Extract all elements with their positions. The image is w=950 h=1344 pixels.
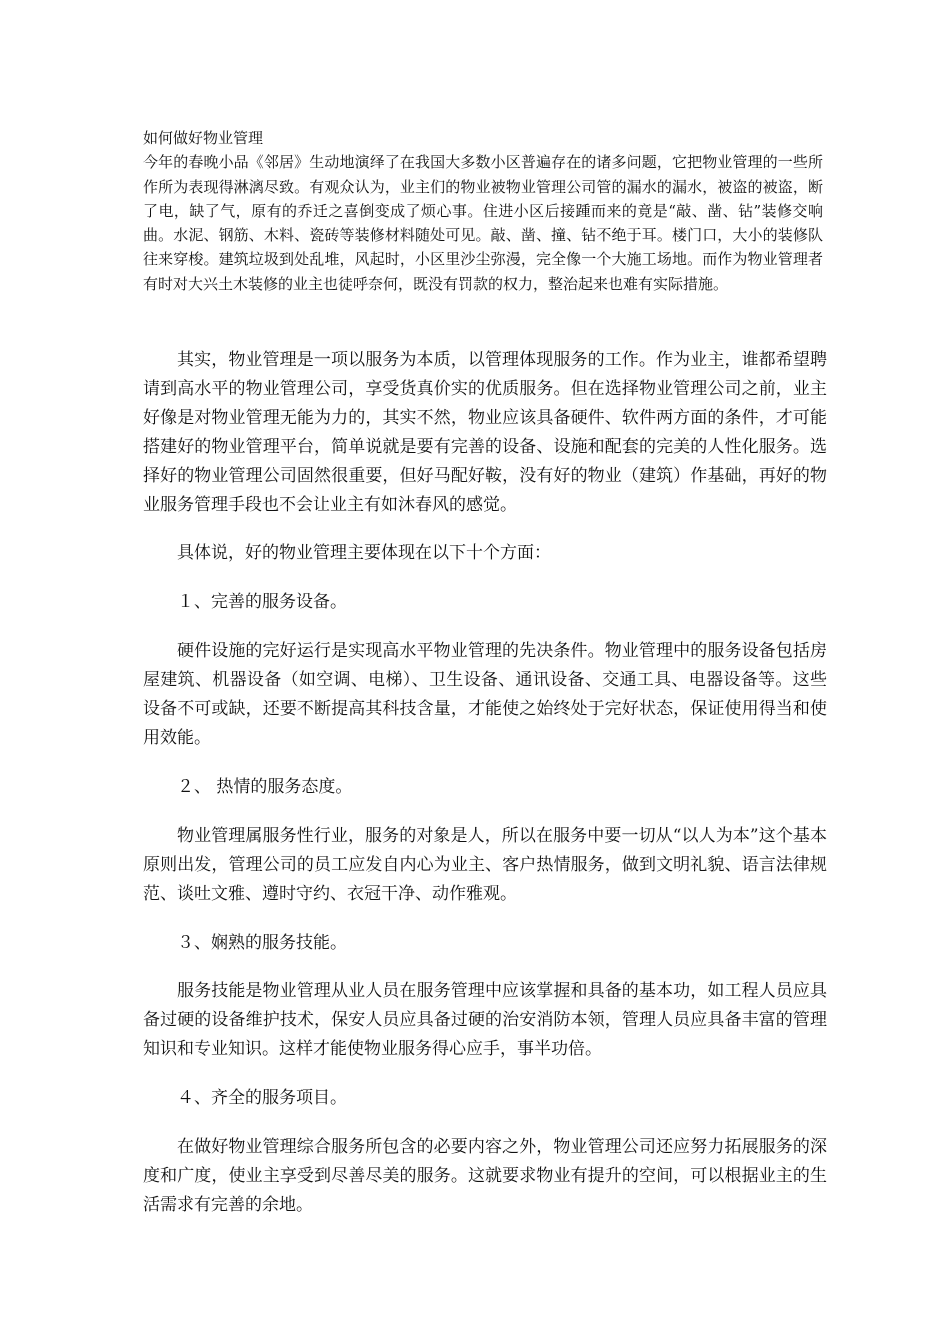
heading-service-skills: ３、娴熟的服务技能。: [177, 932, 347, 953]
heading-service-items: ４、齐全的服务项目。: [177, 1088, 347, 1109]
paragraph-service-items: 在做好物业管理综合服务所包含的必要内容之外，物业管理公司还应努力拓展服务的深度和广度，使业主享受到尽善尽美的服务。这就要求物业有提升的空间，可以根据业主的生活需求有完善的余地。: [143, 1137, 827, 1215]
paragraph-service-attitude: 物业管理属服务性行业，服务的对象是人，所以在服务中要一切从“以人为本”这个基本原则出发，管理公司的员工应发自内心为业主、客户热情服务，做到文明礼貌、语言法律规范、谈吐文雅、遵时守约、衣冠干净、动作雅观。: [143, 825, 827, 904]
paragraph-service-equipment: 硬件设施的完好运行是实现高水平物业管理的先决条件。物业管理中的服务设备包括房屋建筑、机器设备（如空调、电梯）、卫生设备、通讯设备、交通工具、电器设备等。这些设备不可或缺，还要不断提高其科技含量，才能使之始终处于完好状态，保证使用得当和使用效能。: [143, 641, 827, 748]
paragraph-essence: 其实，物业管理是一项以服务为本质，以管理体现服务的工作。作为业主，谁都希望聘请到高水平的物业管理公司，享受货真价实的优质服务。但在选择物业管理公司之前，业主好像是对物业管理无能为力的，其实不然，物业应该具备硬件、软件两方面的条件，才可能搭建好的物业管理平台，简单说就是要有完善的设备、设施和配套的完美的人性化服务。选择好的物业管理公司固然很重要，但好马配好鞍，没有好的物业（建筑）作基础，再好的物业服务管理手段也不会让业主有如沐春风的感觉。: [143, 350, 827, 515]
heading-service-equipment: １、完善的服务设备。: [177, 592, 347, 613]
heading-service-attitude: ２、 热情的服务态度。: [177, 776, 353, 797]
document-title: 如何做好物业管理: [143, 129, 264, 147]
intro-block: [143, 126, 823, 296]
paragraph-overview: 具体说，好的物业管理主要体现在以下十个方面：: [177, 543, 551, 564]
paragraph-service-skills: 服务技能是物业管理从业人员在服务管理中应该掌握和具备的基本功，如工程人员应具备过硬的设备维护技术，保安人员应具备过硬的治安消防本领，管理人员应具备丰富的管理知识和专业知识。这样才能使物业服务得心应手，事半功倍。: [143, 981, 827, 1060]
intro-paragraph: 今年的春晚小品《邻居》生动地演绎了在我国大多数小区普遍存在的诸多问题，它把物业管理的一些所作所为表现得淋漓尽致。有观众认为，业主们的物业被物业管理公司管的漏水的漏水，被盗的被盗，断了电，缺了气，原有的乔迁之喜倒变成了烦心事。住进小区后接踵而来的竟是“敲、凿、钻”装修交响曲。水泥、钢筋、木料、瓷砖等装修材料随处可见。敲、凿、撞、钻不绝于耳。楼门口，大小的装修队往来穿梭。建筑垃圾到处乱堆，风起时，小区里沙尘弥漫，完全像一个大施工场地。而作为物业管理者有时对大兴土木装修的业主也徒呼奈何，既没有罚款的权力，整治起来也难有实际措施。: [143, 153, 823, 293]
document-body: [143, 346, 827, 1240]
